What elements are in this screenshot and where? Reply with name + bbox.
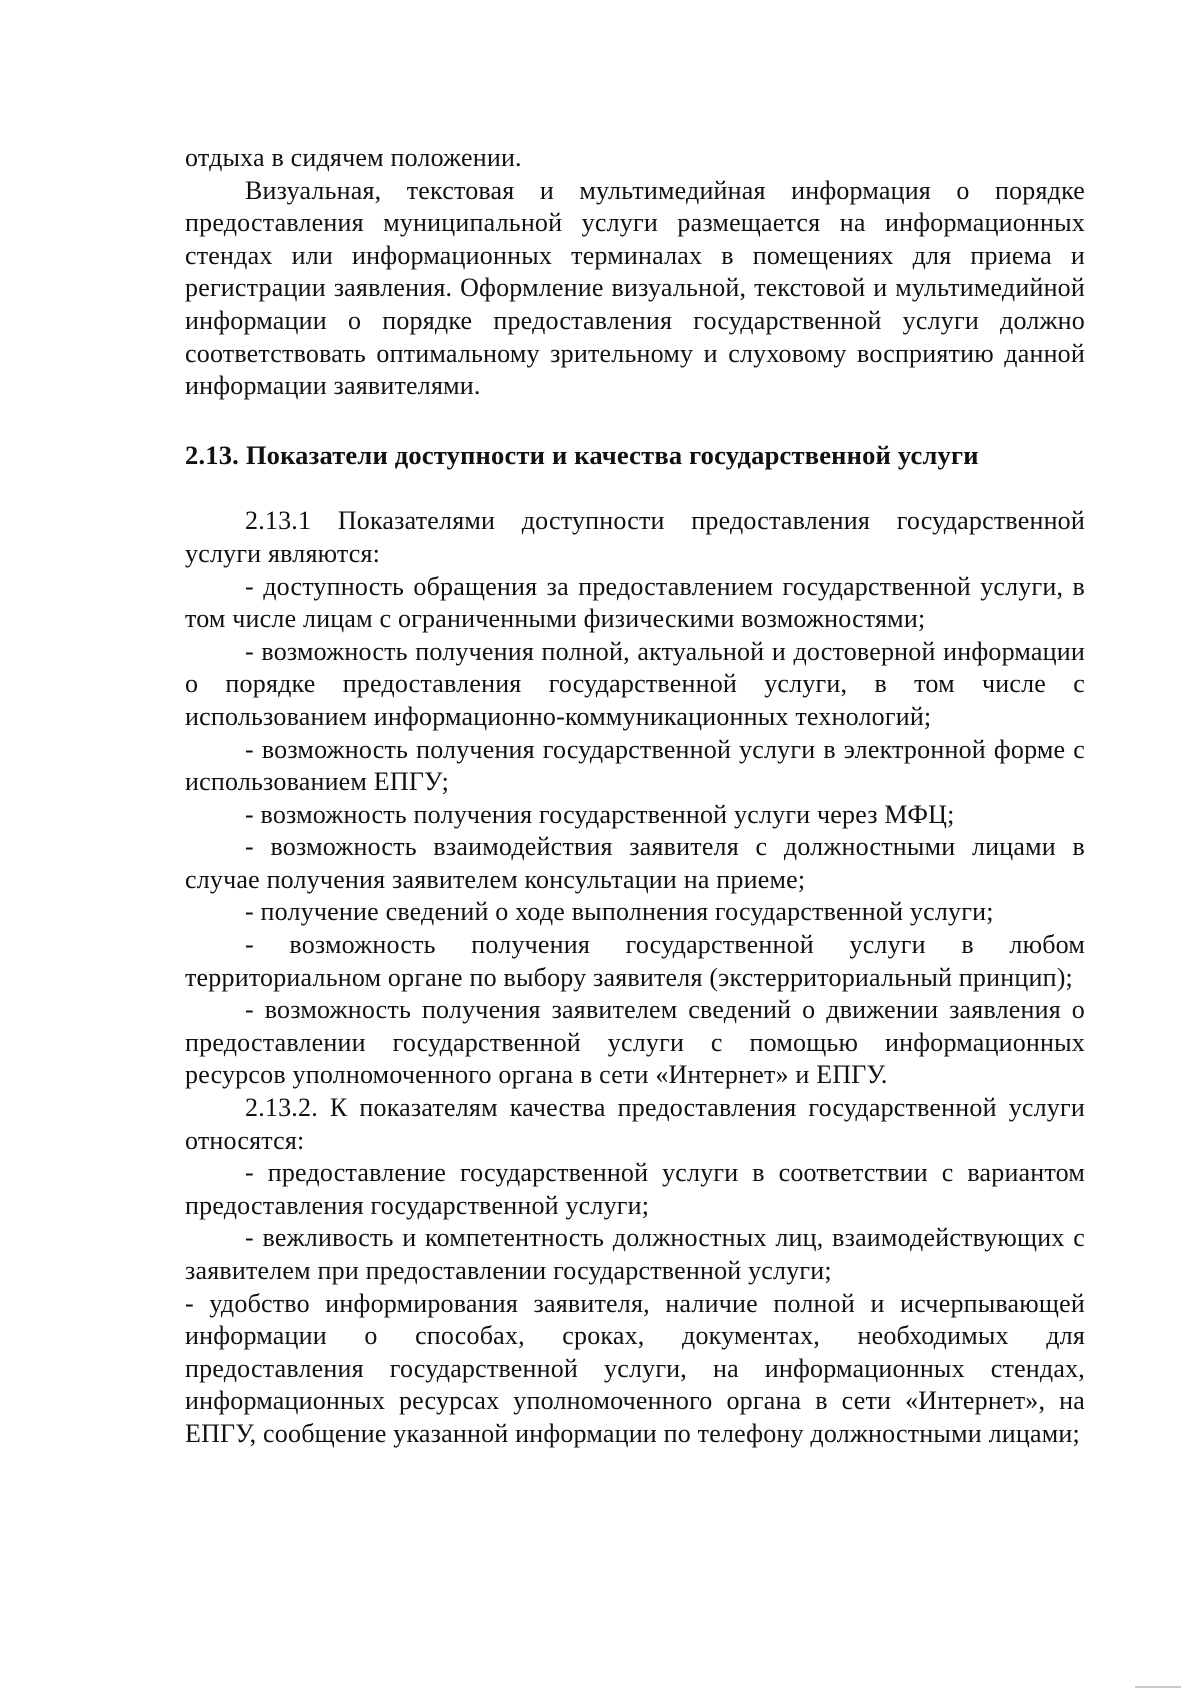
paragraph-rest-position: отдыха в сидячем положении. xyxy=(185,143,522,172)
paragraph-visual-information: Визуальная, текстовая и мультимедийная информация о порядке предоставления муниципальной услуги размещается на информационных стендах или информационных терминалах в помещениях для приема и регистрации заявления. Оформление визуальной, текстовой и мультимедийной информации о порядке предоставления государственной услуги должно соответствовать оптимальному зрительному и слуховому восприятию данной информации заявителями. xyxy=(185,175,1085,401)
list-item: - предоставление государственной услуги в соответствии с вариантом предоставления государственной услуги; xyxy=(185,1158,1085,1220)
list-item: - возможность получения заявителем сведений о движении заявления о предоставлении государственной услуги с помощью информационных ресурсов уполномоченного органа в сети «Интернет» и ЕПГУ. xyxy=(185,995,1085,1090)
list-item: - возможность получения государственной услуги в любом территориальном органе по выбору заявителя (экстерриториальный принцип); xyxy=(185,930,1085,992)
list-item: - удобство информирования заявителя, наличие полной и исчерпывающей информации о способах, сроках, документах, необходимых для предоставления государственной услуги, на информационных стендах, информационных ресурсах уполномоченного органа в сети «Интернет», на ЕПГУ, сообщение указанной информации по телефону должностными лицами; xyxy=(185,1288,1085,1448)
document-page xyxy=(185,142,1085,1451)
scan-artifact-line xyxy=(1135,1686,1181,1688)
list-item: - доступность обращения за предоставлением государственной услуги, в том числе лицам с ограниченными физическими возможностями; xyxy=(185,571,1085,634)
list-item: - вежливость и компетентность должностных лиц, взаимодействующих с заявителем при предоставлении государственной услуги; xyxy=(185,1223,1085,1285)
list-item: - возможность взаимодействия заявителя с должностными лицами в случае получения заявителем консультации на приеме; xyxy=(185,832,1085,894)
paragraph-2-13-1: 2.13.1 Показателями доступности предоставления государственной услуги являются: xyxy=(185,506,1085,568)
list-item: - возможность получения государственной услуги в электронной форме с использованием ЕПГУ; xyxy=(185,734,1085,797)
list-item: - получение сведений о ходе выполнения государственной услуги; xyxy=(245,897,994,927)
list-item: - возможность получения полной, актуальной и достоверной информации о порядке предоставления государственной услуги, в том числе с использованием информационно-коммуникационных технологий; xyxy=(185,636,1085,731)
paragraph-2-13-2: 2.13.2. К показателям качества предоставления государственной услуги относятся: xyxy=(185,1093,1085,1155)
section-heading: 2.13. Показатели доступности и качества государственной услуги xyxy=(185,439,979,470)
list-item: - возможность получения государственной услуги через МФЦ; xyxy=(245,799,955,829)
